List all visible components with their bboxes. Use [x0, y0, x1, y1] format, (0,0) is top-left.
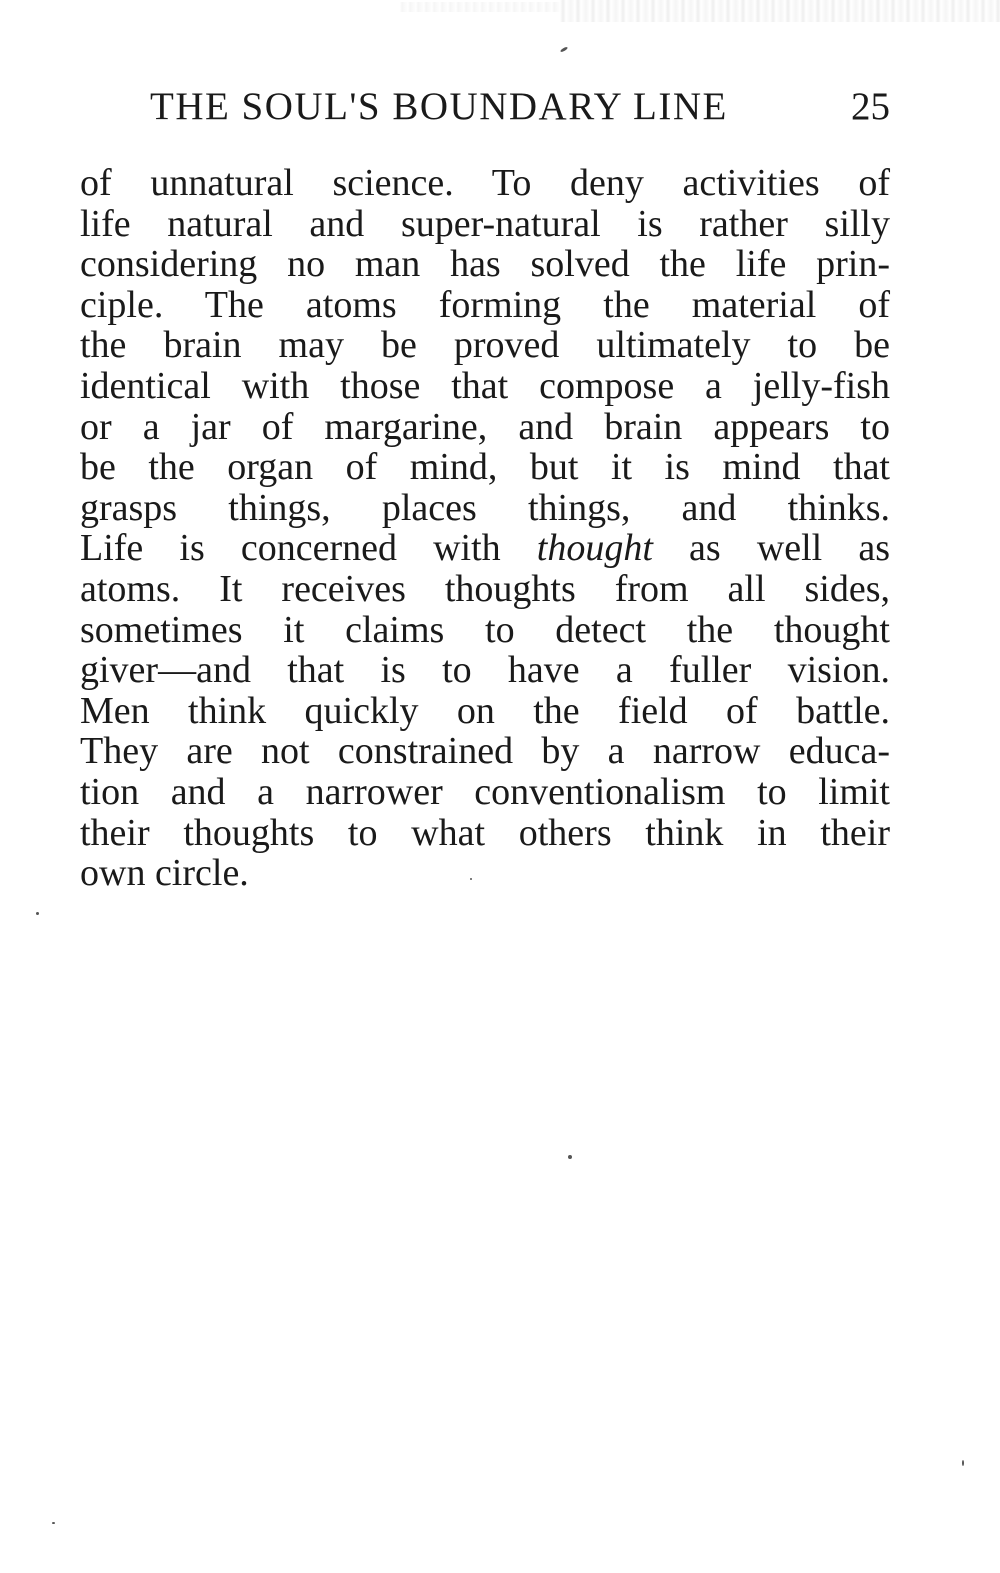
text-line: giver—and that is to have a fuller vision.: [80, 649, 890, 692]
running-header: [80, 82, 890, 132]
text-line: [80, 528, 890, 569]
body-text: [80, 163, 890, 894]
text-line: life natural and super-natural is rather silly: [80, 202, 890, 245]
text-line: atoms. It receives thoughts from all sides,: [80, 567, 890, 610]
running-title: THE SOUL'S BOUNDARY LINE: [150, 85, 728, 128]
scan-speck: [560, 46, 568, 53]
text-line: sometimes it claims to detect the thought: [80, 608, 890, 651]
italic-word: thought: [536, 527, 653, 570]
scan-edge-artifact: [560, 0, 1000, 22]
text-line: identical with those that compose a jelly-fish: [80, 364, 890, 407]
text-line: grasps things, places things, and thinks.: [80, 486, 890, 529]
text-line: be the organ of mind, but it is mind that: [80, 446, 890, 489]
scan-speck: [568, 1155, 572, 1159]
text-segment: as well as: [689, 527, 891, 570]
text-line: their thoughts to what others think in their: [80, 811, 890, 854]
text-line: or a jar of margarine, and brain appears to: [80, 405, 890, 448]
text-line: considering no man has solved the life prin-: [80, 243, 890, 286]
scan-edge-artifact: [400, 2, 560, 12]
text-line: ciple. The atoms forming the material of: [80, 283, 890, 326]
text-line: own circle.: [80, 852, 249, 895]
page-number: 25: [851, 85, 890, 128]
text-line: Men think quickly on the field of battle.: [80, 689, 890, 732]
text-segment: Life is concerned with: [80, 527, 501, 570]
text-line: of unnatural science. To deny activities of: [80, 162, 890, 204]
text-line: the brain may be proved ultimately to be: [80, 324, 890, 367]
text-line: tion and a narrower conventionalism to limit: [80, 770, 890, 813]
scan-speck: [52, 1522, 55, 1524]
scan-speck: [962, 1460, 964, 1466]
text-line: They are not constrained by a narrow educa-: [80, 730, 890, 773]
scan-speck: [36, 912, 39, 915]
